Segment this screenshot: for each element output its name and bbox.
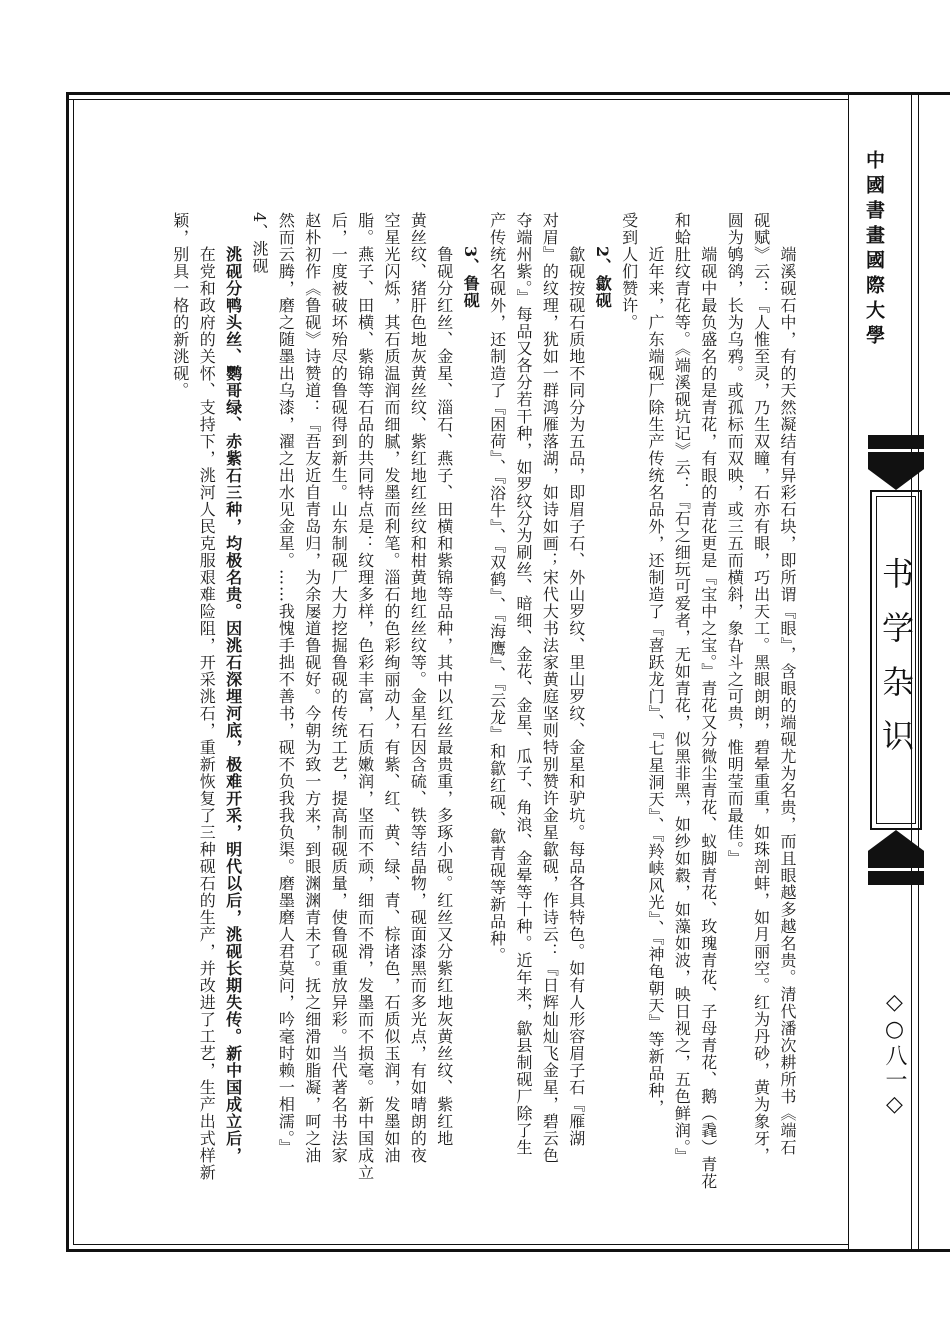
text-line: 和蛤肚纹青花等。《端溪砚坑记》云：『石之细玩可爱者，无如青花，似黑非黑，如纱如縠，如藻如波，映日视之，五色鲜润。』 <box>672 212 692 1165</box>
text-line: 近年来，广东端砚厂除生产传统名品外，还制造了『喜跃龙门』、『七星洞天』、『羚峡风光』、『神龟朝天』等新品种， <box>645 246 665 1116</box>
text-line: 砚赋》云：『人惟至灵，乃生双瞳，石亦有眼，巧出天工。黑眼朗朗，碧晕重重，如珠剖蚌，如月丽空。红为丹砂，黄为象牙， <box>751 212 771 1164</box>
text-line: 脂。燕子、田横、紫锦等石品的共同特点是：纹理多样，色彩丰富，石质嫩润，坚而不顽，细而不滑，发墨而不损毫。新中国成立 <box>355 212 375 1181</box>
article-body <box>160 212 800 1190</box>
section-heading: 2、歙砚 <box>593 246 613 310</box>
text-line: 圆为鸲鹆，长为乌鸦。或孤标而双映，或三五而横斜，象旮斗之可贵，惟明莹而最佳。』 <box>725 212 745 867</box>
frame-border-inner-bottom <box>73 1244 848 1245</box>
text-line: 颖，别具一格的新洮砚。 <box>170 212 190 399</box>
text-line: 赵朴初作《鲁砚》诗赞道：『吾友近自青岛归，为余屡道鲁砚好。今朝为致一方来，到眼渊渊青未了。抚之细滑如脂凝，呵之油 <box>302 212 322 1164</box>
text-line: 夺端州紫。』每品又各分若干种，如罗纹分为刷丝、暗细、金花、金星、瓜子、角浪、金晕等十种。近年来，歙县制砚厂除了生 <box>513 212 533 1156</box>
frame-border-left <box>66 92 69 1252</box>
book-title: 中國書畫國際大學 <box>863 150 885 350</box>
text-line: 然而云腾，磨之随墨出乌漆，濯之出水见金星。……我愧手拙不善书，砚不负我我负渠。磨墨磨人君莫问，吟毫时赖一相濡。』 <box>276 212 296 1156</box>
section-heading: 3、鲁砚 <box>461 246 481 310</box>
banner-cap-bottom <box>868 871 924 885</box>
section-heading: 洮砚分鸭头丝、鹦哥绿、赤紫石三种，均极名贵。因洮石深埋河底，极难开采，明代以后，洮砚长期失传。新中国成立后， <box>223 246 243 1164</box>
page-number: ◇○八一◇ <box>882 990 907 1119</box>
text-line: 后，一度被破坏殆尽的鲁砚得到新生。山东制砚厂大力挖掘鲁砚的传统工艺，提高制砚质量，使鲁砚重放异彩。当代著名书法家 <box>329 212 349 1164</box>
frame-border-inner-left <box>73 99 74 1245</box>
text-line: 4、洮砚 <box>249 212 269 275</box>
text-line: 端溪砚石中，有的天然凝结有异彩石块，即所谓『眼』，含眼的端砚尤为名贵，而且眼越多越名贵。清代潘次耕所书《端石 <box>777 246 797 1156</box>
text-line: 歙砚按砚石质地不同分为五品，即眉子石、外山罗纹、里山罗纹、金星和驴坑。每品各具特色。如有人形容眉子石『雁湖 <box>566 246 586 1147</box>
frame-border-inner-top <box>66 99 848 100</box>
banner-cap-top <box>868 435 924 449</box>
section-title: 书学杂识 <box>877 557 915 773</box>
text-line: 产传统名砚外，还制造了『困荷』、『浴牛』、『双鹤』、『海鹰』、『云龙』和歙红砚、歙青砚等新品种。 <box>487 212 507 964</box>
text-line: 鲁砚分红丝、金星、淄石、燕子、田横和紫锦等品种，其中以红丝最贵重，多琢小砚。红丝又分紫红地灰黄丝纹、紫红地 <box>434 246 454 1147</box>
text-line: 空星光闪烁，其石质温润而细腻，发墨而利笔。淄石的色彩绚丽动人，有紫、红、黄、绿、青、棕诸色，石质似玉润，发墨如油 <box>381 212 401 1164</box>
text-line: 在党和政府的关怀、支持下，洮河人民克服艰难险阻，开采洮石，重新恢复了三种砚石的生产，并改进了工艺，生产出式样新 <box>197 246 217 1181</box>
frame-border-bottom <box>66 1249 950 1252</box>
frame-divider <box>848 92 849 1252</box>
text-line: 端砚中最负盛名的是青花，有眼的青花更是『宝中之宝。』青花又分微尘青花、蚁脚青花、玫瑰青花、子母青花、鹅（毳）青花 <box>698 246 718 1190</box>
text-line: 黄丝纹、猪肝色地灰黄丝纹、紫红地红丝纹和柑黄地红丝纹等。金星石因含硫、铁等结晶物，砚面漆黑而多光点，有如晴朗的夜 <box>408 212 428 1164</box>
text-line: 对眉』的纹理，犹如一群鸿雁落湖，如诗如画；宋代大书法家黄庭坚则特别赞许金星歙砚，作诗云：『日辉灿灿飞金星，碧云色 <box>540 212 560 1164</box>
frame-border-top <box>66 92 950 95</box>
text-line: 受到人们赞许。 <box>619 212 639 331</box>
